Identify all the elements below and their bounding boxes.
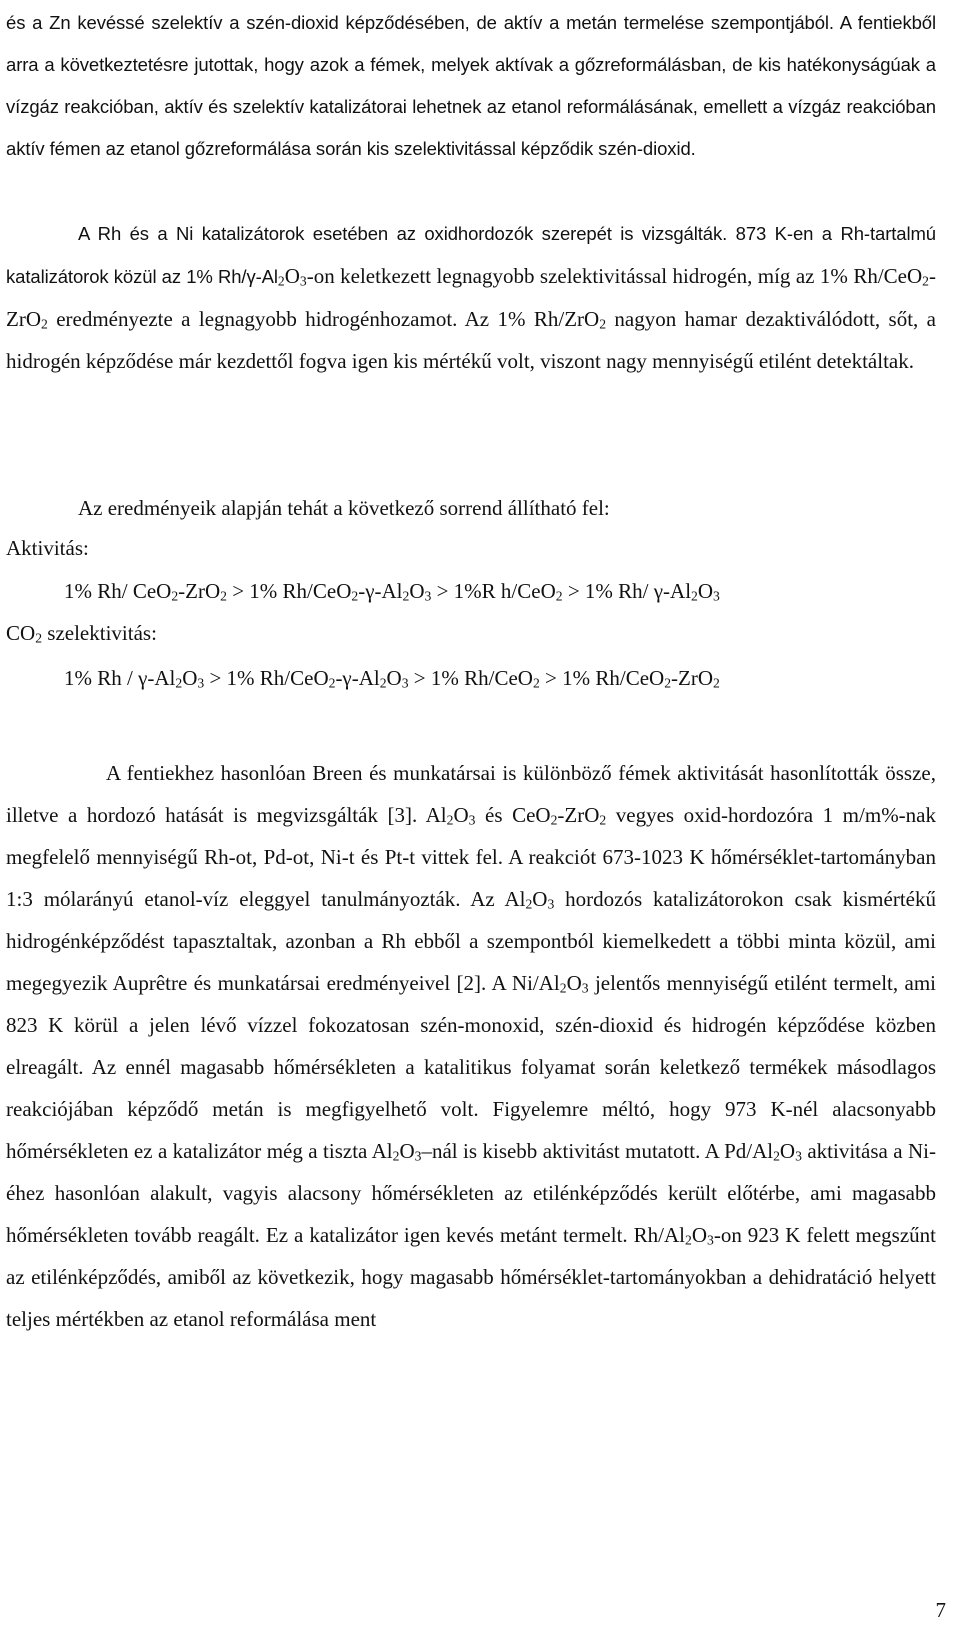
oxygen-symbol: O	[399, 1139, 415, 1163]
selectivity-order-formula	[64, 657, 720, 699]
oxygen-symbol: O	[566, 971, 582, 995]
formula-part: -γ-Al	[358, 579, 403, 603]
paragraph-4-text: A fentiekhez hasonlóan Breen és munkatársai is különböző fémek aktivitását hasonlították össze, illetve a hordozó hatását is megvizsgálták [3]. Al	[6, 761, 936, 827]
paragraph-4	[6, 752, 936, 1340]
paragraph-1	[6, 2, 936, 212]
paragraph-4-text: -ZrO	[557, 803, 600, 827]
subscript: 2	[175, 675, 183, 691]
oxygen-symbol: O	[409, 579, 425, 603]
subscript: 3	[713, 588, 720, 604]
subscript: 2	[171, 588, 179, 604]
formula-part: > 1% Rh/CeO	[408, 666, 533, 690]
oxygen-symbol: O	[284, 264, 300, 288]
subscript: 2	[713, 675, 720, 691]
formula-part: > 1% Rh/CeO	[226, 579, 352, 603]
subscript: 3	[795, 1148, 802, 1164]
subscript: 2	[446, 812, 454, 828]
paragraph-4-text: –nál is kisebb aktivitást mutatott. A Pd/Al	[421, 1139, 774, 1163]
paragraph-2-text-e: nagyon hamar dezaktiválódott, sőt, a hidrogén képződése már kezdettől fogva igen kis mértékű volt, viszont nagy mennyiségű etilént detektáltak.	[6, 307, 937, 373]
paragraph-2	[6, 212, 936, 382]
subscript: 3	[299, 273, 307, 289]
paragraph-4-text: vegyes oxid-hordozóra 1 m/m%-nak megfelelő mennyiségű Rh-ot, Pd-ot, Ni-t és Pt-t vittek fel. A reakciót 673-1023 K hőmérséklet-tartományban 1:3 mólarányú etanol-víz eleggyel tanulmányozták. Az Al	[6, 803, 936, 911]
paragraph-2-text-b: -on keletkezett legnagyobb szelektivitással hidrogén, míg az 1% Rh/CeO	[306, 264, 923, 288]
subscript: 2	[599, 812, 607, 828]
paragraph-1-text: és a Zn kevéssé szelektív a szén-dioxid képződésében, de aktív a metán termelése szempontjából. A fentiekből arra a következtetésre jutottak, hogy azok a fémek, melyek aktívak a gőzreformálásban, de kis hatékonyságúak a vízgáz reakcióban, aktív és szelektív katalizátorai lehetnek az etanol reformálásának, emellett a vízgáz reakcióban aktív fémen az etanol gőzreformálása során kis szelektivitással képződik szén-dioxid.	[6, 12, 936, 159]
label-part: szelektivitás:	[42, 621, 157, 645]
formula-part: -ZrO	[178, 579, 221, 603]
subscript: 2	[555, 588, 563, 604]
subscript: 2	[351, 588, 359, 604]
subscript: 3	[414, 1148, 422, 1164]
label-part: CO	[6, 621, 36, 645]
oxygen-symbol: O	[182, 666, 198, 690]
formula-part: 1% Rh/ CeO	[64, 579, 172, 603]
subscript: 3	[581, 980, 589, 996]
subscript: 2	[599, 316, 607, 332]
paragraph-4-text: -on 923 K felett megszűnt az etilénképződés, amiből az következik, hogy magasabb hőmérséklet-tartományokban a dehidratáció helyett teljes mértékben az etanol reformálása ment	[6, 1223, 937, 1331]
subscript: 3	[468, 812, 476, 828]
paragraph-2-text-a: A Rh és a Ni katalizátorok esetében az oxidhordozók szerepét is vizsgálták. 873 K-en a Rh-tartalmú katalizátorok közül az 1% Rh/γ-Al	[6, 223, 936, 287]
subscript: 2	[277, 273, 285, 289]
formula-part: > 1%R h/CeO	[431, 579, 556, 603]
subscript: 2	[922, 273, 929, 289]
oxygen-symbol: O	[532, 887, 548, 911]
subscript: 2	[664, 675, 672, 691]
subscript: 2	[379, 675, 387, 691]
subscript: 3	[401, 675, 409, 691]
subscript: 2	[392, 1148, 400, 1164]
page-number: 7	[935, 1598, 946, 1622]
subscript: 2	[532, 675, 540, 691]
oxygen-symbol: O	[386, 666, 402, 690]
formula-part: > 1% Rh/ γ-Al	[562, 579, 692, 603]
subscript: 2	[691, 588, 698, 604]
formula-part: > 1% Rh/CeO	[539, 666, 665, 690]
oxygen-symbol: O	[779, 1139, 796, 1163]
subscript: 3	[197, 675, 205, 691]
paragraph-2-text-d: eredményezte a legnagyobb hidrogénhozamot. Az 1% Rh/ZrO	[47, 307, 600, 331]
subscript: 3	[707, 1232, 714, 1248]
formula-part: > 1% Rh/CeO	[204, 666, 329, 690]
paragraph-2-text-c: -ZrO	[6, 264, 936, 331]
subscript: 2	[402, 588, 410, 604]
subscript: 2	[525, 896, 533, 912]
subscript: 2	[35, 630, 43, 646]
formula-part: -ZrO	[671, 666, 714, 690]
subscript: 3	[547, 896, 555, 912]
co2-selectivity-label	[6, 612, 157, 654]
subscript: 2	[220, 588, 227, 604]
oxygen-symbol: O	[697, 579, 714, 603]
oxygen-symbol: O	[453, 803, 469, 827]
subscript: 2	[550, 812, 558, 828]
paragraph-4-text: hordozós katalizátorokon csak kismértékű hidrogénképződést tapasztaltak, azonban a Rh ebből a szempontból kiemelkedett a többi minta közül, ami megegyezik Auprêtre és munkatársai eredményeivel [2]. A Ni/Al	[6, 887, 936, 995]
subscript: 2	[773, 1148, 780, 1164]
paragraph-3: Az eredményeik alapján tehát a következő sorrend állítható fel:	[78, 496, 610, 520]
subscript: 2	[685, 1232, 692, 1248]
formula-part: -γ-Al	[335, 666, 380, 690]
formula-part: 1% Rh / γ-Al	[64, 666, 176, 690]
subscript: 2	[328, 675, 336, 691]
oxygen-symbol: O	[691, 1223, 707, 1247]
paragraph-4-text: aktivitása a Ni-éhez hasonlóan alakult, vagyis alacsony hőmérsékleten az etilénképződés került előtérbe, ami magasabb hőmérsékleten tovább reagált. Ez a katalizátor igen kevés metánt termelt. Rh/Al	[6, 1139, 936, 1247]
activity-order-formula	[64, 570, 720, 612]
subscript: 3	[424, 588, 432, 604]
subscript: 2	[559, 980, 567, 996]
activity-label: Aktivitás:	[6, 536, 89, 560]
subscript: 2	[41, 316, 48, 332]
paragraph-4-text: és CeO	[475, 803, 551, 827]
paragraph-4-text: jelentős mennyiségű etilént termelt, ami 823 K körül a jelen lévő vízzel fokozatosan szén-monoxid, szén-dioxid és hidrogén képződése közben elreagált. Az ennél magasabb hőmérsékleten a katalitikus folyamat során keletkező termékek másodlagos reakciójában képződő metán is megfigyelhető volt. Figyelemre méltó, hogy 973 K-nél alacsonyabb hőmérsékleten ez a katalizátor még a tiszta Al	[6, 971, 936, 1163]
